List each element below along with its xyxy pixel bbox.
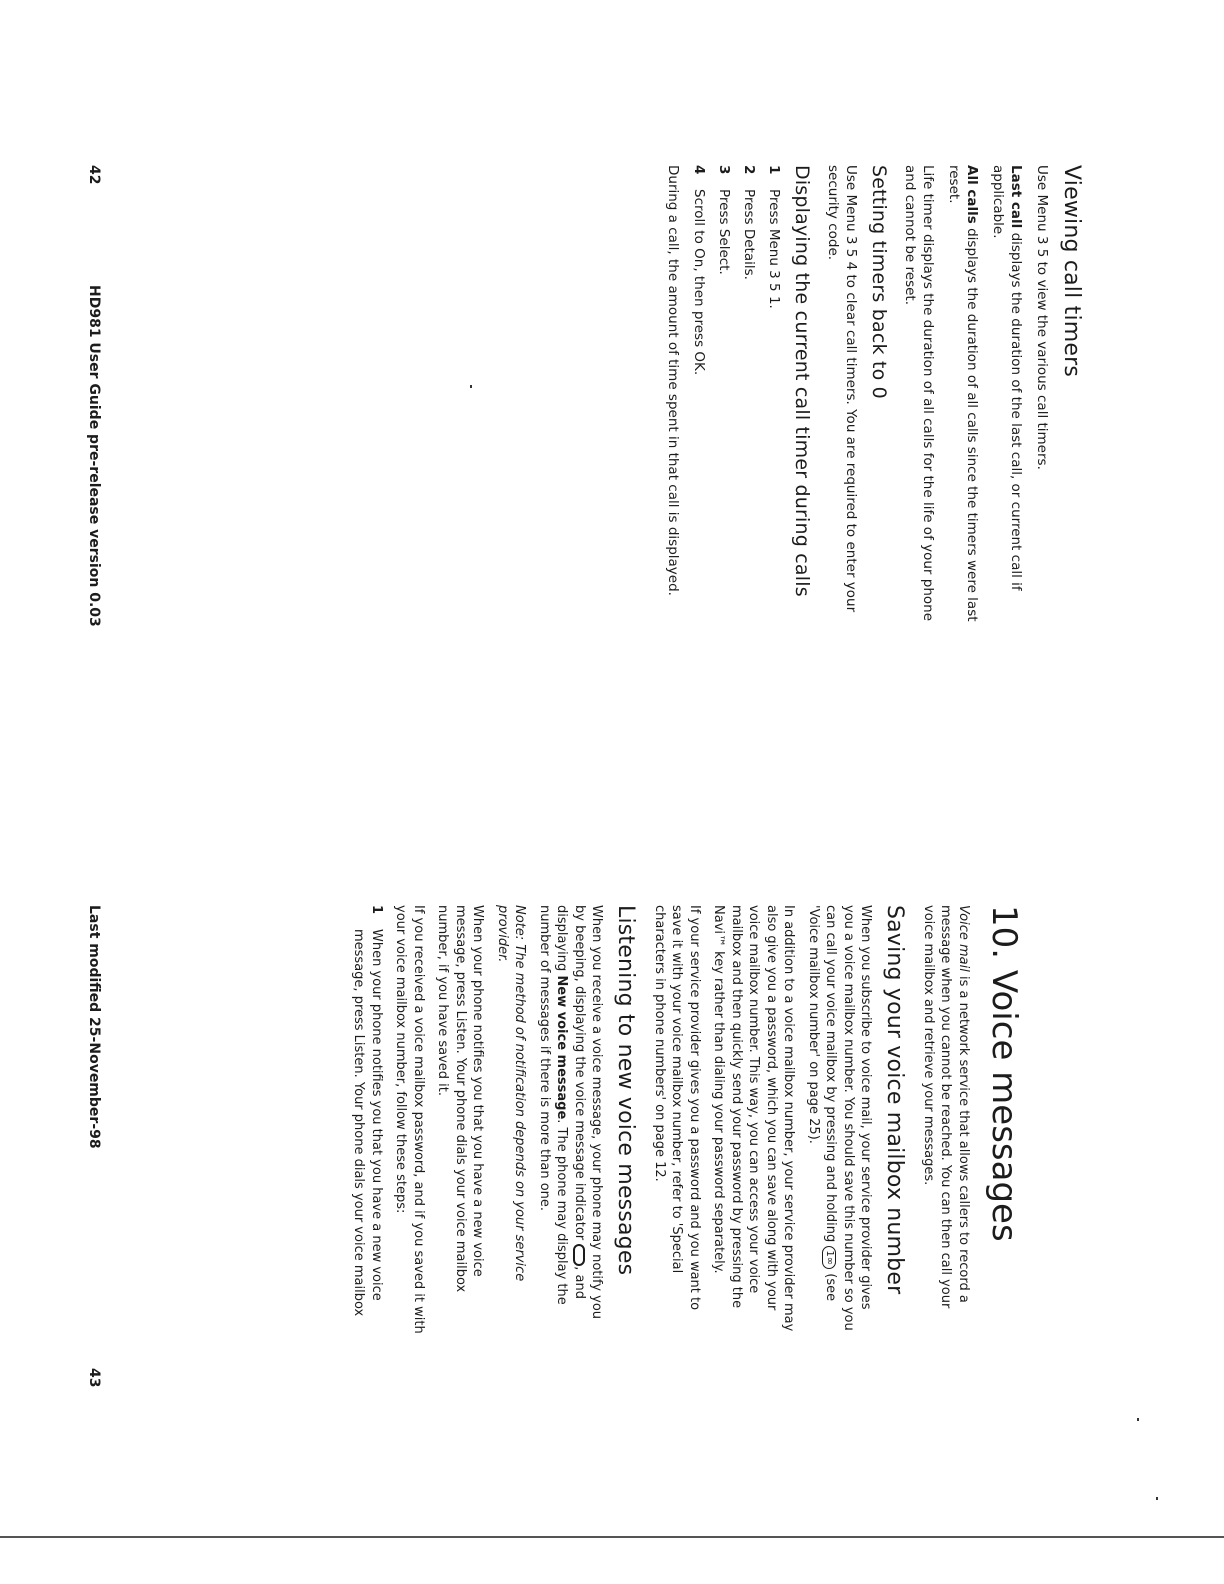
voice-mail-term: Voice mail xyxy=(956,905,971,972)
setting-timers-heading: Setting timers back to 0 xyxy=(868,165,891,399)
life-timer-paragraph: Life timer displays the duration of all calls for the life of your phone and cannot be reset. xyxy=(902,165,937,622)
chapter-title: 10. Voice messages xyxy=(984,905,1024,1242)
listening-paragraph-1: When you receive a voice message, your phone may notify you by beeping, displaying the voice message indicator , and displaying New voice message. The phone may display the number of messages if there is more than one. xyxy=(537,905,605,1320)
all-calls-paragraph xyxy=(945,165,982,645)
right-page xyxy=(342,905,1024,1335)
timer-steps-list xyxy=(691,165,784,645)
right-footer: Last modified 25-November-98 xyxy=(86,905,102,1149)
saving-paragraph-2: In addition to a voice mailbox number, your service provider may also give you a password, which you can save along with your voice mailbox number. This way, you can access your voice mailbox and then quickly send your password by pressing the Navi™ key rather than dialing your password separately. xyxy=(711,905,797,1332)
list-item: 2 Press Details. xyxy=(741,165,758,280)
saving-paragraph-3: If your service provider gives you a password and you want to save it with your voice mailbox number, refer to 'Special characters in phone numbers' on page 12. xyxy=(652,905,702,1311)
last-call-paragraph xyxy=(989,165,1026,645)
right-page-number: 43 xyxy=(86,1368,102,1388)
list-item: 1 Press Menu 3 5 1. xyxy=(766,165,783,309)
last-call-label: Last call xyxy=(1008,165,1025,229)
voice-message-indicator-icon xyxy=(574,1244,586,1266)
notification-note: Note: The method of notification depends on your service provider. xyxy=(495,905,528,1282)
all-calls-text: displays the duration of all calls since the timers were last reset. xyxy=(946,165,981,622)
saving-paragraph-1: When you subscribe to voice mail, your service provider gives you a voice mailbox number. You should save this number so you can call your voice mailbox by pressing and holding 1∞ (see 'Voice mailbox number' on page 25). xyxy=(806,905,874,1331)
left-footer: HD981 User Guide pre-release version 0.03 xyxy=(86,285,102,627)
list-item: 1 When your phone notifies you that you have a new voice message, press Listen. Your phone dials your voice mailbox xyxy=(351,905,384,1317)
list-item: 4 Scroll to On, then press OK. xyxy=(691,165,708,376)
left-page-number: 42 xyxy=(86,165,102,185)
listening-paragraph-2: When your phone notifies you that you have a new voice message, press Listen. Your phone dials your voice mailbox number, if you have saved it. xyxy=(435,905,486,1293)
left-page xyxy=(657,165,1084,645)
scan-speck xyxy=(470,385,472,388)
list-item: 3 Press Select. xyxy=(716,165,733,275)
viewing-call-timers-heading: Viewing call timers xyxy=(1059,165,1084,378)
scan-speck xyxy=(1156,1497,1158,1500)
all-calls-label: All calls xyxy=(964,165,981,224)
listening-steps-list xyxy=(350,905,385,1335)
last-call-text: displays the duration of the last call, or current call if applicable. xyxy=(990,165,1025,591)
key-1-icon: 1∞ xyxy=(823,1246,837,1269)
during-call-paragraph: During a call, the amount of time spent in that call is displayed. xyxy=(665,165,682,596)
viewing-intro: Use Menu 3 5 to view the various call timers. xyxy=(1034,165,1050,470)
setting-timers-paragraph: Use Menu 3 5 4 to clear call timers. You are required to enter your security code. xyxy=(825,165,860,613)
voice-mail-intro: Voice mail is a network service that allows callers to record a message when you cannot be reached. You can then call your voice mailbox and retrieve your messages. xyxy=(921,905,971,1309)
saving-mailbox-heading: Saving your voice mailbox number xyxy=(882,905,908,1295)
scan-speck xyxy=(1137,1418,1139,1421)
scan-edge-line xyxy=(0,1536,1224,1538)
listening-paragraph-3: If you received a voice mailbox password, and if you saved it with your voice mailbox number, follow these steps: xyxy=(393,905,426,1334)
displaying-timer-heading: Displaying the current call timer during calls xyxy=(791,165,814,597)
listening-heading: Listening to new voice messages xyxy=(613,905,639,1276)
